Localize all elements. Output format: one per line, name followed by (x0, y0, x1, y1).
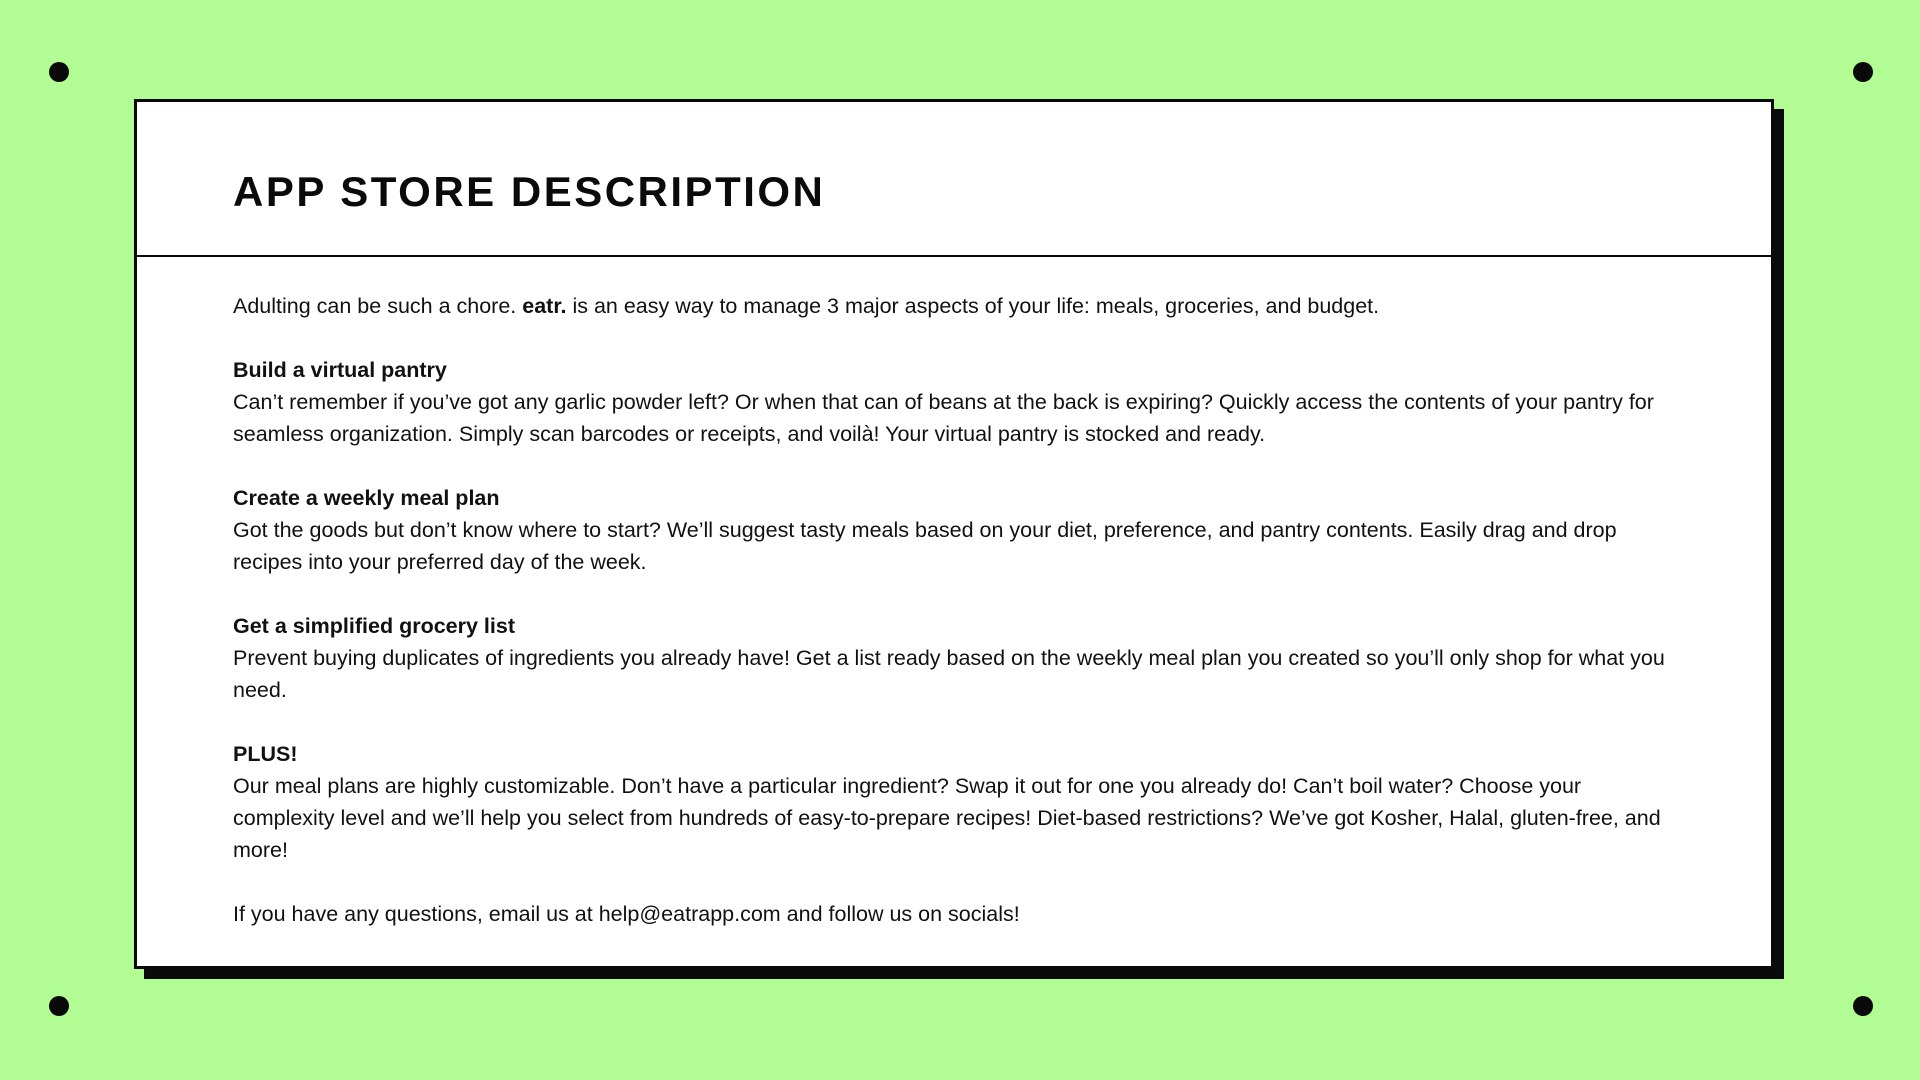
brand-name: eatr. (522, 294, 567, 318)
page-title: APP STORE DESCRIPTION (233, 168, 826, 215)
footer-contact: If you have any questions, email us at help@eatrapp.com and follow us on socials! (233, 902, 1020, 926)
section-heading-meal-plan: Create a weekly meal plan (233, 486, 500, 510)
intro-text-start: Adulting can be such a chore. (233, 294, 523, 318)
description-card (134, 99, 1774, 969)
intro-paragraph (233, 290, 1681, 322)
corner-dot-bottom-left (49, 996, 69, 1016)
section-body-pantry: Can’t remember if you’ve got any garlic powder left? Or when that can of beans at the back is expiring? Quickly access the contents of your pantry for seamless organization. Simply scan barcodes or receipts, and voilà! Your virtual pantry is stocked and ready. (233, 390, 1654, 446)
section-pantry (233, 354, 1681, 450)
section-heading-grocery-list: Get a simplified grocery list (233, 614, 515, 638)
intro-text-end: is an easy way to manage 3 major aspects of your life: meals, groceries, and budget. (566, 294, 1380, 318)
section-heading-plus: PLUS! (233, 742, 298, 766)
section-body-plus: Our meal plans are highly customizable. Don’t have a particular ingredient? Swap it out for one you already do! Can’t boil water? Choose your complexity level and we’ll help you select from hundreds of easy-to-prepare recipes! Diet-based restrictions? We’ve got Kosher, Halal, gluten-free, and more! (233, 774, 1661, 862)
section-meal-plan (233, 482, 1681, 578)
section-grocery-list (233, 610, 1681, 706)
card-body (137, 257, 1771, 930)
section-body-meal-plan: Got the goods but don’t know where to start? We’ll suggest tasty meals based on your diet, preference, and pantry contents. Easily drag and drop recipes into your preferred day of the week. (233, 518, 1617, 574)
corner-dot-top-right (1853, 62, 1873, 82)
corner-dot-top-left (49, 62, 69, 82)
corner-dot-bottom-right (1853, 996, 1873, 1016)
section-body-grocery-list: Prevent buying duplicates of ingredients you already have! Get a list ready based on the weekly meal plan you created so you’ll only shop for what you need. (233, 646, 1665, 702)
section-heading-pantry: Build a virtual pantry (233, 358, 447, 382)
section-plus (233, 738, 1681, 866)
card-header (137, 102, 1781, 257)
